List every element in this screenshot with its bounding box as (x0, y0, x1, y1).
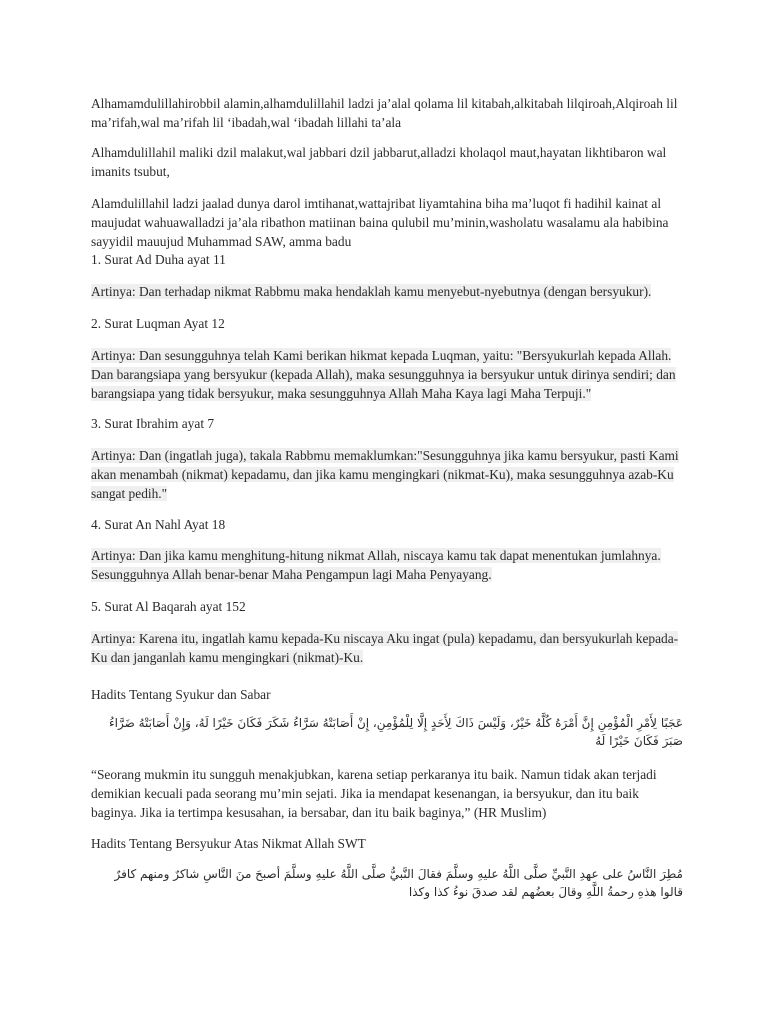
verse-text-1: Artinya: Dan terhadap nikmat Rabbmu maka hendaklah kamu menyebut-nyebutnya (dengan bersyukur). (91, 284, 652, 299)
hadith-arabic-2: مُطِرَ النَّاسُ على عهدِ النَّبيِّ صلَّى اللَّهُ عليهِ وسلَّمَ فقالَ النَّبيُّ صلَّى اللَّهُ عليهِ وسلَّمَ أصبحَ منَ النَّاسِ شاكرٌ ومنهم كافرٌ قالوا هذهِ رحمةُ اللَّهِ وقالَ بعضُهم لقد صدقَ نوءُ كذا وكذا (114, 867, 683, 899)
hadith-title-2: Hadits Tentang Bersyukur Atas Nikmat Allah SWT (91, 836, 366, 851)
verse-text-3: Artinya: Dan (ingatlah juga), takala Rabbmu memaklumkan:"Sesungguhnya jika kamu bersyukur, pasti Kami akan menambah (nikmat) kepadamu, dan jika kamu mengingkari (nikmat-Ku), maka sesungguhnya azab-Ku sangat pedih." (91, 448, 679, 501)
intro-text-3: Alamdulillahil ladzi jaalad dunya darol imtihanat,wattajribat liyamtahina biha ma’luqot fi hadihil kainat al maujudat wahuawalladzi ja’ala ribathon matiinan baina qulubil mu’minin,washolatu wasalamu ala habibina sayyidil mauujud Muhammad SAW, amma badu (91, 196, 669, 249)
hadith-translation-1: “Seorang mukmin itu sungguh menakjubkan, karena setiap perkaranya itu baik. Namun tidak akan terjadi demikian kecuali pada seorang mu’min sejati. Jika ia mendapat kesenangan, ia bersyukur, dan itu baik baginya. Jika ia tertimpa kesusahan, ia bersabar, dan itu baik baginya,” (HR Muslim) (91, 767, 657, 820)
verse-text-4: Artinya: Dan jika kamu menghitung-hitung nikmat Allah, niscaya kamu tak dapat menentukan jumlahnya. Sesungguhnya Allah benar-benar Maha Pengampun lagi Maha Penyayang. (91, 548, 661, 582)
verse-title-5: 5. Surat Al Baqarah ayat 152 (91, 599, 246, 614)
intro-text-1: Alhamamdulillahirobbil alamin,alhamdulillahil ladzi ja’alal qolama lil kitabah,alkitabah lilqiroah,Alqiroah lil ma’rifah,wal ma’rifah lil ‘ibadah,wal ‘ibadah lillahi ta’ala (91, 96, 678, 130)
intro-paragraph-3 (91, 194, 683, 251)
intro-paragraph-1 (91, 94, 683, 132)
verse-title-4: 4. Surat An Nahl Ayat 18 (91, 517, 226, 532)
hadith-title-1: Hadits Tentang Syukur dan Sabar (91, 687, 271, 702)
verse-text-2: Artinya: Dan sesungguhnya telah Kami berikan hikmat kepada Luqman, yaitu: "Bersyukurlah kepada Allah. Dan barangsiapa yang bersyukur (kepada Allah), maka sesungguhnya ia bersyukur untuk dirinya sendiri; dan barangsiapa yang tidak bersyukur, maka sesungguhnya Allah Maha Kaya lagi Maha Terpuji." (91, 348, 676, 401)
intro-paragraph-2 (91, 143, 683, 181)
hadith-arabic-1: عَجَبًا لِأَمْرِ الْمُؤْمِنِ إِنَّ أَمْرَهُ كُلَّهُ خَيْرٌ، وَلَيْسَ ذَاكَ لِأَحَدٍ إِلَّا لِلْمُؤْمِنِ، إِنْ أَصَابَتْهُ سَرَّاءُ شَكَرَ فَكَانَ خَيْرًا لَهُ، وَإِنْ أَصَابَتْهُ ضَرَّاءُ صَبَرَ فَكَانَ خَيْرًا لَهُ (109, 716, 683, 748)
verse-title-3: 3. Surat Ibrahim ayat 7 (91, 416, 215, 431)
verse-title-1: 1. Surat Ad Duha ayat 11 (91, 252, 226, 267)
verse-title-2: 2. Surat Luqman Ayat 12 (91, 316, 225, 331)
intro-text-2: Alhamdulillahil maliki dzil malakut,wal jabbari dzil jabbarut,alladzi kholaqol maut,hayatan likhtibaron wal imanits tsubut, (91, 145, 667, 179)
verse-text-5: Artinya: Karena itu, ingatlah kamu kepada-Ku niscaya Aku ingat (pula) kepadamu, dan bersyukurlah kepada-Ku dan janganlah kamu mengingkari (nikmat)-Ku. (91, 631, 679, 665)
